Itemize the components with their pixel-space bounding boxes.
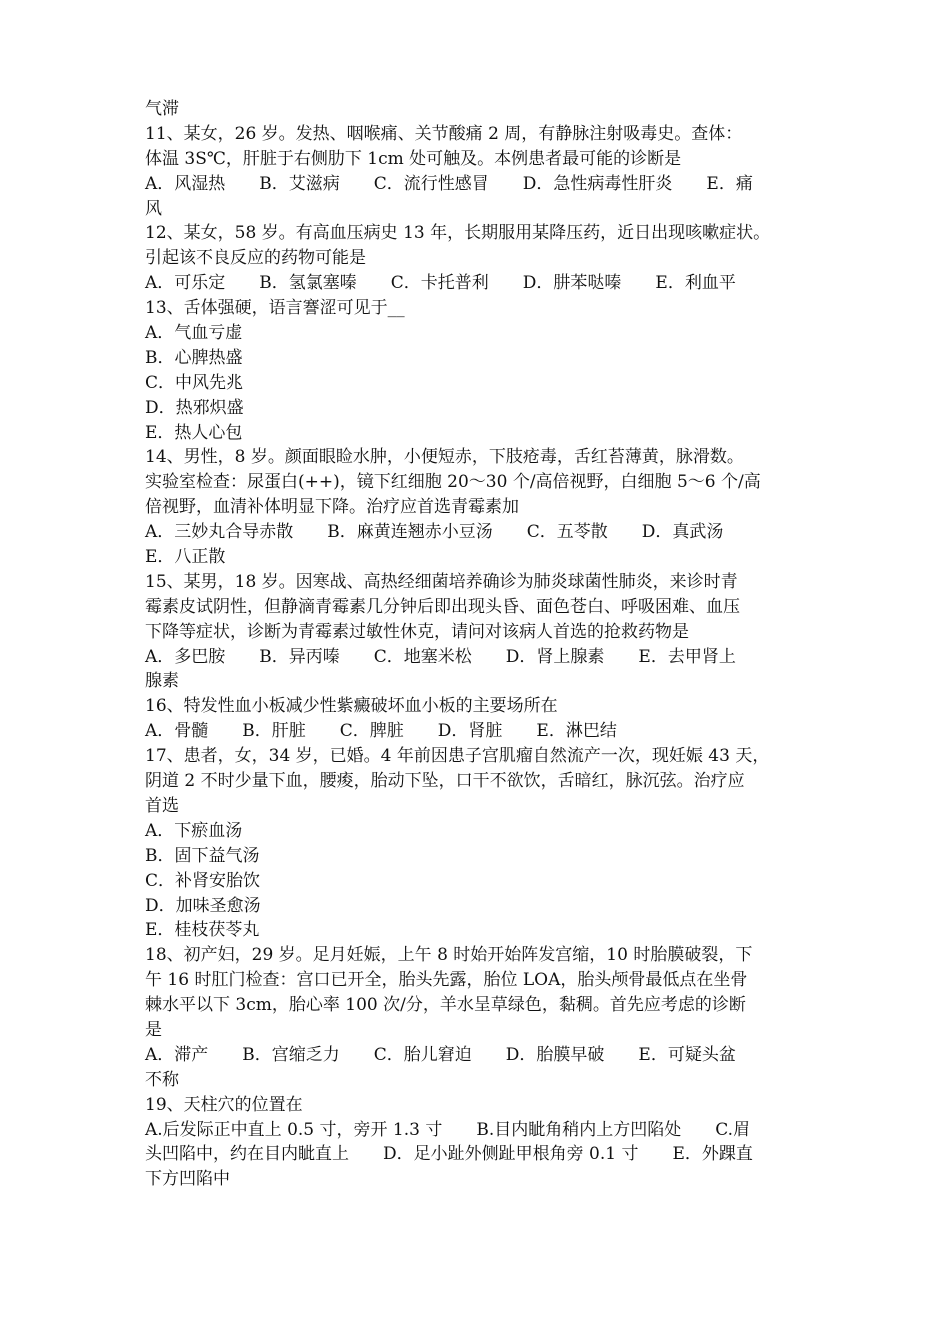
question-16-options: A．骨髓 B．肝脏 C．脾脏 D．肾脏 E．淋巴结	[145, 721, 617, 742]
question-14-stem: 倍视野，血清补体明显下降。治疗应首选青霉素加	[145, 497, 519, 518]
question-14-options: A．三妙丸合导赤散 B．麻黄连翘赤小豆汤 C．五苓散 D．真武汤	[145, 522, 724, 543]
question-18-options: A．滞产 B．宫缩乏力 C．胎儿窘迫 D．胎膜早破 E．可疑头盆	[145, 1044, 736, 1065]
question-18-stem: 18、初产妇，29 岁。足月妊娠，上午 8 时始开始阵发宫缩，10 时胎膜破裂，下	[145, 945, 753, 966]
question-15-stem: 下降等症状，诊断为青霉素过敏性休克，请问对该病人首选的抢救药物是	[145, 621, 689, 642]
question-17-stem: 阴道 2 不时少量下血，腰痠，胎动下坠，口干不欲饮，舌暗红，脉沉弦。治疗应	[145, 771, 745, 792]
question-15-stem: 15、某男，18 岁。因寒战、高热经细菌培养确诊为肺炎球菌性肺炎，来诊时青	[145, 571, 738, 592]
question-19-options: A.后发际正中直上 0.5 寸，旁开 1.3 寸 B.目内眦角稍内上方凹陷处 C.眉	[145, 1119, 751, 1140]
question-18-stem: 棘水平以下 3cm，胎心率 100 次/分，羊水呈草绿色，黏稠。首先应考虑的诊断	[145, 995, 746, 1016]
question-19-stem: 19、天柱穴的位置在	[145, 1094, 303, 1115]
question-12-stem: 引起该不良反应的药物可能是	[145, 248, 366, 269]
question-17-stem: 17、患者，女，34 岁，已婚。4 年前因患子宫肌瘤自然流产一次，现妊娠 43 天，	[145, 746, 770, 767]
question-17-option-c: C．补肾安胎饮	[145, 870, 261, 891]
question-13-option-d: D．热邪炽盛	[145, 397, 244, 418]
question-12-options: A．可乐定 B．氢氯塞嗪 C．卡托普利 D．肼苯哒嗪 E．利血平	[145, 273, 736, 294]
question-13-option-b: B．心脾热盛	[145, 347, 243, 368]
question-14-stem: 14、男性，8 岁。颜面眼睑水肿，小便短赤，下肢疮毒，舌红苔薄黄，脉滑数。	[145, 447, 744, 468]
question-13-stem: 13、舌体强硬，语言謇涩可见于__	[145, 298, 405, 319]
question-15-options: A．多巴胺 B．异丙嗪 C．地塞米松 D．肾上腺素 E．去甲肾上	[145, 646, 736, 667]
question-14-options: E．八正散	[145, 547, 226, 568]
question-18-stem: 午 16 时肛门检查：宫口已开全，胎头先露，胎位 LOA，胎头颅骨最低点在坐骨	[145, 970, 748, 991]
question-17-option-b: B．固下益气汤	[145, 845, 260, 866]
question-13-option-a: A．气血亏虚	[145, 323, 243, 344]
question-15-stem: 霉素皮试阴性，但静滴青霉素几分钟后即出现头昏、面色苍白、呼吸困难、血压	[145, 596, 740, 617]
question-19-options: 下方凹陷中	[145, 1169, 230, 1190]
question-13-option-e: E．热人心包	[145, 422, 243, 443]
question-12-stem: 12、某女，58 岁。有高血压病史 13 年，长期服用某降压药，近日出现咳嗽症状。	[145, 223, 771, 244]
question-19-options: 头凹陷中，约在目内眦直上 D．足小趾外侧趾甲根角旁 0.1 寸 E．外踝直	[145, 1144, 753, 1165]
question-18-options: 不称	[145, 1069, 179, 1090]
question-11-stem: 体温 3S℃，肝脏于右侧肋下 1cm 处可触及。本例患者最可能的诊断是	[145, 148, 682, 169]
question-14-stem: 实验室检查：尿蛋白(++)，镜下红细胞 20～30 个/高倍视野，白细胞 5～6 个/高	[145, 472, 761, 493]
text-line: 气滞	[145, 99, 179, 119]
question-17-option-e: E．桂枝茯苓丸	[145, 920, 260, 941]
question-17-option-a: A．下瘀血汤	[145, 820, 243, 841]
question-11-stem: 11、某女，26 岁。发热、咽喉痛、关节酸痛 2 周，有静脉注射吸毒史。查体：	[145, 123, 743, 144]
question-18-stem: 是	[145, 1019, 162, 1040]
question-17-option-d: D．加味圣愈汤	[145, 895, 261, 916]
question-16-stem: 16、特发性血小板减少性紫癜破坏血小板的主要场所在	[145, 696, 558, 717]
question-11-options: A．风湿热 B．艾滋病 C．流行性感冒 D．急性病毒性肝炎 E．痛	[145, 173, 753, 194]
question-11-options: 风	[145, 198, 162, 219]
document-body	[145, 97, 825, 1192]
question-15-options: 腺素	[145, 671, 179, 692]
question-13-option-c: C．中风先兆	[145, 372, 244, 393]
question-17-stem: 首选	[145, 795, 179, 816]
